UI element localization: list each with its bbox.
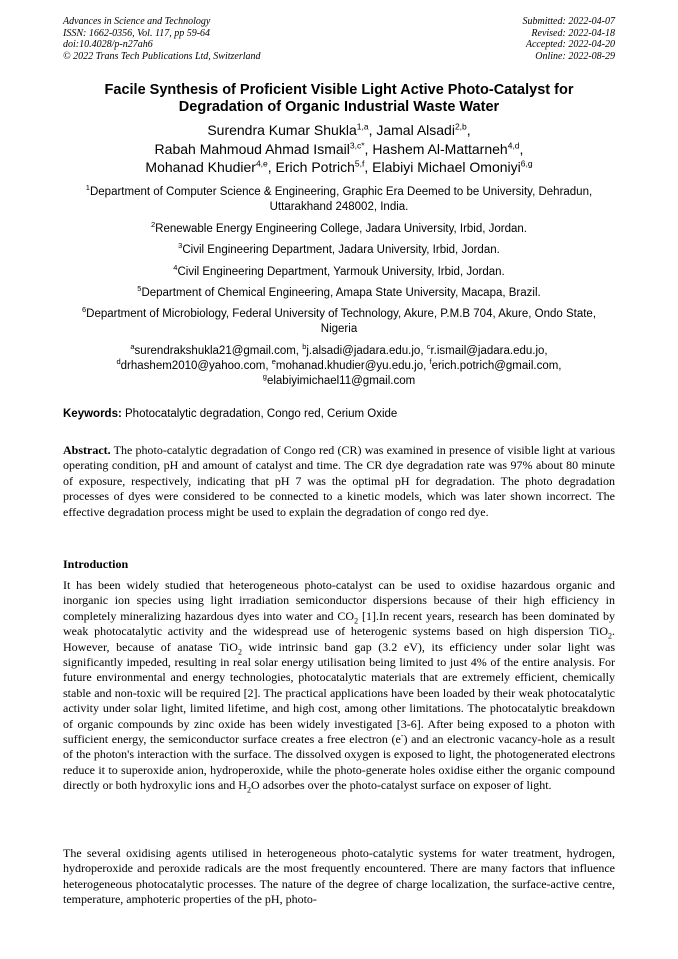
accepted-date: Accepted: 2022-04-20 xyxy=(525,39,615,50)
affiliation-text: Department of Chemical Engineering, Amapa State University, Macapa, Brazil. xyxy=(141,287,541,299)
email-separator: , xyxy=(544,345,548,357)
author-affiliation-mark: 6,g xyxy=(520,158,533,169)
issn-line: ISSN: 1662-0356, Vol. 117, pp 59-64 xyxy=(63,27,211,39)
email-mark: a xyxy=(130,342,135,352)
affiliation-text: Civil Engineering Department, Jadara University, Irbid, Jordan. xyxy=(182,244,500,256)
author-separator: , xyxy=(466,122,471,138)
subscript: 2 xyxy=(237,647,242,657)
affiliation-number: 3 xyxy=(178,241,183,251)
email-line-3 xyxy=(63,374,615,389)
email-mark: c xyxy=(426,342,431,352)
dates-header xyxy=(523,16,616,62)
email-separator: , xyxy=(295,345,303,357)
author-name: Rabah Mahmoud Ahmad Ismail xyxy=(154,140,350,157)
title-line-1: Facile Synthesis of Proficient Visible Light Active Photo-Catalyst for xyxy=(104,82,574,98)
affiliation-number: 2 xyxy=(151,220,156,230)
email-separator: , xyxy=(265,360,272,372)
author-name: Surendra Kumar Shukla xyxy=(207,122,357,138)
email-mark: e xyxy=(271,357,276,367)
email-mark: f xyxy=(429,357,432,367)
author-affiliation-mark: 2,b xyxy=(454,121,467,132)
author-affiliation-mark: 4,d xyxy=(507,139,520,150)
introduction-heading: Introduction xyxy=(63,557,129,571)
email-address[interactable]: erich.potrich@gmail.com xyxy=(431,360,559,372)
affiliation-6 xyxy=(63,307,615,337)
email-address[interactable]: drhashem2010@yahoo.com xyxy=(120,360,266,372)
introduction-paragraph-1 xyxy=(63,578,615,794)
subscript: 2 xyxy=(354,616,359,626)
abstract-text: The photo-catalytic degradation of Congo red (CR) was examined in presence of visible light at various operating condition, pH and amount of catalyst and time. The CR dye degradation rate was 97% about 80 minute of exposure, respectively, indicating that pH 7 was the optimal pH for degradation. The photo degradation processes of dyes were considered to be connected to a kinetic models, which was later shown incorrect. The effective degradation process might be used to explain the degradation of congo red dye. xyxy=(63,443,615,519)
affiliation-1 xyxy=(63,185,615,215)
copyright-line: © 2022 Trans Tech Publications Ltd, Switzerland xyxy=(63,50,261,62)
author-name: Hashem Al-Mattarneh xyxy=(372,140,508,157)
paragraph-text: O adsorbes over the photo-catalyst surface on exposer of light. xyxy=(250,778,552,793)
email-address[interactable]: surendrakshukla21@gmail.com xyxy=(134,345,296,357)
abstract xyxy=(63,443,615,520)
paragraph-text: wide intrinsic band gap (3.2 eV), its efficiency under solar light was significantly impeded, resulting in real solar energy utilisation being limited to just 4% of the entire analysis. For future environmental and energy technologies, photocatalytic materials that are extremely efficient, chemically stable and non-toxic will be required [2]. The practical applications have been loaded by their weak photocatalytic activity under solar light, limited lifetime, and high cost, among other limitations. The photocatalytic breakdown of organic compounds by zinc oxide has been widely investigated [3-6]. After being exposed to a photon with sufficient energy, the semiconductor surface creates a free electron (e xyxy=(63,639,615,747)
keywords-text: Photocatalytic degradation, Congo red, Cerium Oxide xyxy=(125,408,398,420)
email-mark: g xyxy=(262,372,267,382)
keywords-label: Keywords: xyxy=(63,408,122,420)
submitted-date: Submitted: 2022-04-07 xyxy=(522,16,615,27)
author-separator: , xyxy=(368,122,377,138)
author-affiliation-mark: 3,c* xyxy=(349,139,365,150)
journal-header xyxy=(63,16,261,62)
email-line-1 xyxy=(63,344,615,359)
title-line-2: Degradation of Organic Industrial Waste Water xyxy=(178,99,500,115)
author-affiliation-mark: 4,e xyxy=(255,158,268,169)
author-affiliation-mark: 1,a xyxy=(356,121,369,132)
affiliation-5 xyxy=(63,286,615,301)
email-address[interactable]: j.alsadi@jadara.edu.jo xyxy=(306,345,421,357)
subscript: 2 xyxy=(246,785,251,795)
author-name: Elabiyi Michael Omoniyi xyxy=(372,159,521,175)
email-list xyxy=(63,344,615,389)
email-address[interactable]: r.ismail@jadara.edu.jo xyxy=(430,345,545,357)
affiliation-text: Department of Computer Science & Engineering, Graphic Era Deemed to be University, Dehradun, Uttarakhand 248002, India. xyxy=(89,186,593,213)
revised-date: Revised: 2022-04-18 xyxy=(531,27,615,39)
email-separator: , xyxy=(420,345,427,357)
email-address[interactable]: mohanad.khudier@yu.edu.jo xyxy=(275,360,424,372)
affiliation-number: 5 xyxy=(137,284,142,294)
author-line-1 xyxy=(63,121,615,140)
affiliation-4 xyxy=(63,265,615,280)
journal-name: Advances in Science and Technology xyxy=(63,16,211,27)
affiliation-number: 6 xyxy=(81,305,87,315)
introduction-paragraph-2: The several oxidising agents utilised in heterogeneous photo-catalytic systems for water treatment, hydrogen, hydroperoxide and peroxide radicals are the most frequently encountered. There are many factors that influence heterogeneous photocatalytic processes. The nature of the degree of charge localization, the surface-active centre, temperature, amphoteric properties of the pH, photo- xyxy=(63,846,615,907)
affiliation-number: 1 xyxy=(85,183,90,193)
affiliation-text: Department of Microbiology, Federal University of Technology, Akure, P.M.B 704, Akure, Ondo State, Nigeria xyxy=(86,308,597,335)
author-separator: , xyxy=(364,159,373,175)
email-address[interactable]: elabiyimichael11@gmail.com xyxy=(266,375,416,387)
author-name: Mohanad Khudier xyxy=(145,159,256,175)
email-separator: , xyxy=(423,360,430,372)
affiliation-number: 4 xyxy=(173,263,178,273)
paragraph-text: It has been widely studied that heterogeneous photo-catalyst can be used to oxidise hazardous organic and inorganic ion species using light irradiation semiconductor dispersions because of their high efficiency in completely mineralizing hazardous dyes into water and CO xyxy=(63,578,615,623)
author-name: Jamal Alsadi xyxy=(376,122,455,138)
email-line-2 xyxy=(63,359,615,374)
doi-line: doi:10.4028/p-n27ah6 xyxy=(63,39,153,50)
author-affiliation-mark: 5,f xyxy=(354,158,365,169)
superscript: - xyxy=(400,731,404,741)
email-separator: , xyxy=(558,360,562,372)
author-line-2 xyxy=(63,140,615,159)
author-list xyxy=(63,121,615,177)
paragraph-text: . However, because of anatase TiO xyxy=(63,624,615,654)
email-mark: b xyxy=(302,342,307,352)
affiliation-3 xyxy=(63,243,615,258)
author-name: Erich Potrich xyxy=(275,159,355,175)
paragraph-text: [1].In recent years, research has been dominated by weak photocatalytic activity and the widespread use of heterogenic systems based on high dispersion TiO xyxy=(63,608,615,639)
keywords xyxy=(63,407,615,422)
author-separator: , xyxy=(364,140,373,157)
subscript: 2 xyxy=(608,631,612,641)
author-separator: , xyxy=(267,159,276,175)
online-date: Online: 2022-08-29 xyxy=(535,50,615,62)
abstract-label: Abstract. xyxy=(63,443,111,457)
author-line-3 xyxy=(63,158,615,177)
email-mark: d xyxy=(116,357,121,367)
author-separator: , xyxy=(519,140,524,157)
affiliation-text: Civil Engineering Department, Yarmouk University, Irbid, Jordan. xyxy=(177,266,505,278)
affiliation-text: Renewable Energy Engineering College, Jadara University, Irbid, Jordan. xyxy=(155,223,527,235)
paragraph-text: ) and an electronic vacancy-hole as a result of the photon's interaction with the surface. The dissolved oxygen is exposed to light, the photogenerated electrons reduce it to superoxide anion, hydroperoxide, while the photo-generate holes oxidise either the organic compound directly or both hydroxylic ions and H xyxy=(63,732,615,793)
affiliation-2 xyxy=(63,222,615,237)
paper-title xyxy=(63,82,615,116)
